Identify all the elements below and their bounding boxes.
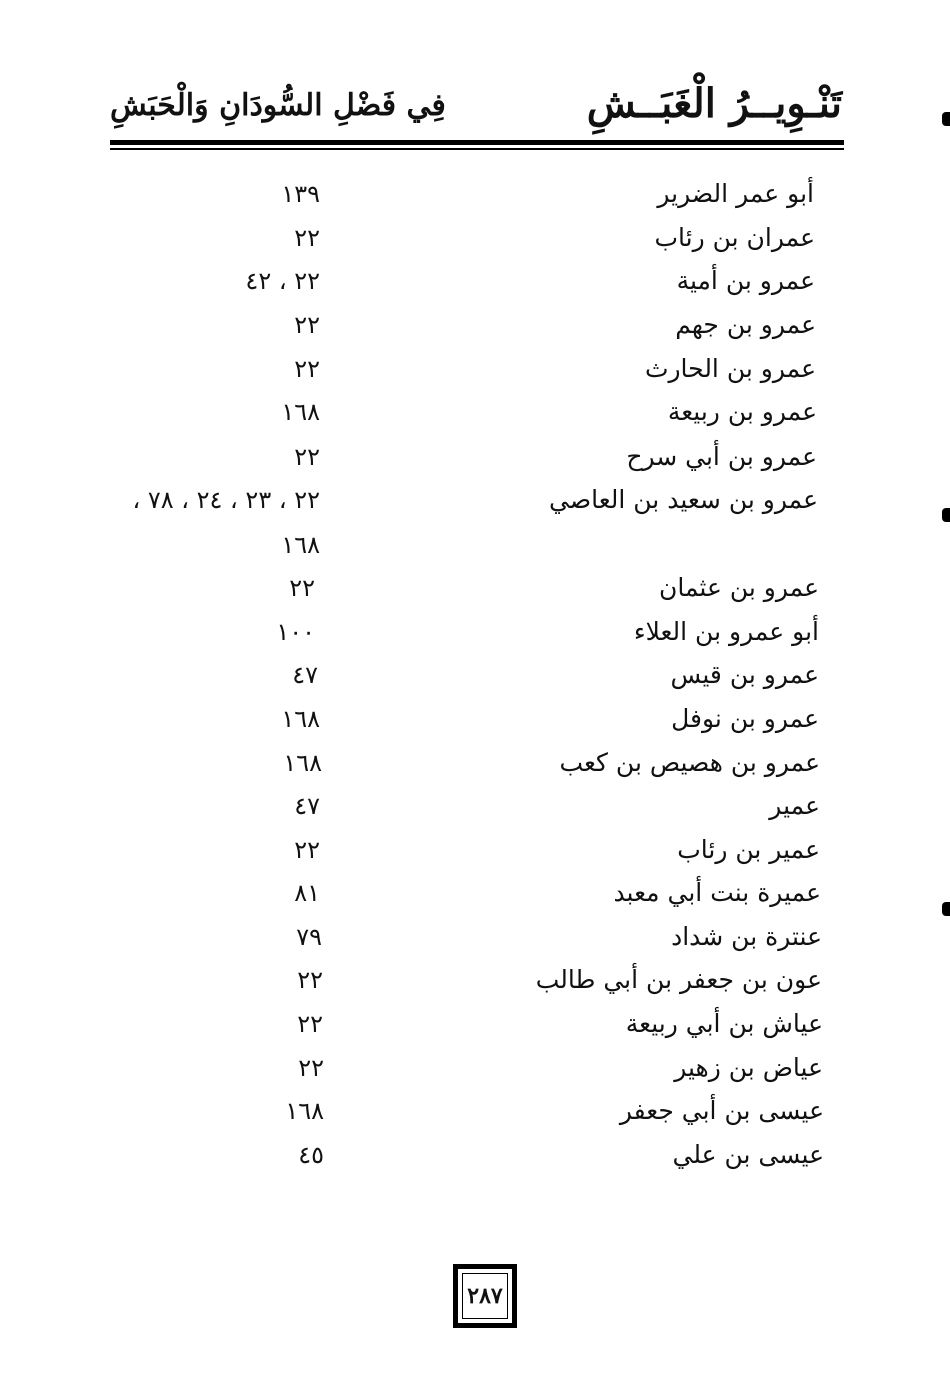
entry-pages: ٢٢ <box>289 574 315 602</box>
edge-mark <box>942 508 950 522</box>
entry-name: عمرو بن أبي سرح <box>626 442 817 471</box>
index-entry <box>0 697 950 741</box>
page-number: ٢٨٧ <box>462 1273 508 1319</box>
entry-name: أبو عمر الضرير <box>657 179 814 208</box>
entry-pages: ٧٩ <box>296 923 322 951</box>
entry-name: عيسى بن أبي جعفر <box>619 1096 824 1125</box>
index-entry <box>0 259 950 303</box>
index-entry <box>0 172 950 216</box>
entry-name: عمرو بن جهم <box>675 310 816 339</box>
entry-pages: ١٣٩ <box>281 180 320 208</box>
entry-pages: ٤٧ <box>292 661 318 689</box>
index-entry <box>0 1002 950 1046</box>
index-entry <box>0 741 950 785</box>
entry-pages: ١٦٨ <box>281 531 320 559</box>
index-entry <box>0 216 950 260</box>
entry-pages: ٢٢ <box>294 224 320 252</box>
index-entry <box>0 784 950 828</box>
index-entry <box>0 915 950 959</box>
entry-pages: ٢٢ <box>294 836 320 864</box>
entry-name: عمران بن رئاب <box>654 223 815 252</box>
entry-pages: ١٠٠ <box>276 618 315 646</box>
entry-pages: ١٦٨ <box>281 705 320 733</box>
entry-name: عمرو بن نوفل <box>671 704 819 733</box>
index-entry <box>0 303 950 347</box>
entry-pages: ٢٢ ، ٢٣ ، ٢٤ ، ٧٨ ، <box>132 486 320 514</box>
index-entry <box>0 610 950 654</box>
book-title: تَنْـوِيــرُ الْغَبَــشِ <box>586 80 842 127</box>
entry-pages: ٢٢ <box>294 355 320 383</box>
entry-name: أبو عمرو بن العلاء <box>633 617 819 646</box>
page-number-frame <box>453 1264 517 1328</box>
entry-name: عياض بن زهير <box>674 1053 823 1082</box>
entry-pages: ١٦٨ <box>285 1097 324 1125</box>
entry-pages: ٢٢ <box>298 1054 324 1082</box>
entry-name: عمرو بن الحارث <box>644 354 816 383</box>
entry-name: عياش بن أبي ربيعة <box>625 1009 823 1038</box>
entry-name: عمرو بن ربيعة <box>667 397 817 426</box>
entry-pages: ٢٢ <box>294 443 320 471</box>
entry-pages: ٢٢ <box>297 1010 323 1038</box>
entry-pages: ٢٢ <box>294 311 320 339</box>
index-entry <box>0 1089 950 1133</box>
index-entry <box>0 958 950 1002</box>
entry-name: عمرو بن هصيص بن كعب <box>559 748 820 777</box>
index-entry <box>0 478 950 522</box>
entry-name: عون بن جعفر بن أبي طالب <box>535 965 822 994</box>
entry-pages: ٨١ <box>294 879 320 907</box>
entry-name: عيسى بن علي <box>672 1140 824 1169</box>
index-entry <box>0 523 950 567</box>
entry-name: عنترة بن شداد <box>671 922 822 951</box>
index-entry <box>0 1046 950 1090</box>
edge-mark <box>942 902 950 916</box>
index-entry <box>0 828 950 872</box>
entry-pages: ٢٢ ، ٤٢ <box>245 267 320 295</box>
entry-name: عميرة بنت أبي معبد <box>613 878 821 907</box>
index-entry <box>0 653 950 697</box>
entry-name: عمرو بن سعيد بن العاصي <box>549 485 818 514</box>
entry-name: عمير <box>769 791 820 820</box>
entry-pages: ٢٢ <box>297 966 323 994</box>
entry-name: عمير بن رئاب <box>677 835 820 864</box>
entry-name: عمرو بن أمية <box>676 266 815 295</box>
book-subtitle: فِي فَضْلِ السُّودَانِ وَالْحَبَشِ <box>110 88 446 123</box>
index-entry <box>0 566 950 610</box>
entry-pages: ١٦٨ <box>281 398 320 426</box>
entry-name: عمرو بن قيس <box>670 660 819 689</box>
index-entry <box>0 390 950 434</box>
index-entry <box>0 871 950 915</box>
entry-pages: ٤٧ <box>294 792 320 820</box>
index-entry <box>0 1133 950 1177</box>
entry-pages: ١٦٨ <box>283 749 322 777</box>
entry-name: عمرو بن عثمان <box>658 573 819 602</box>
index-entry <box>0 435 950 479</box>
index-entry <box>0 347 950 391</box>
edge-mark <box>942 112 950 126</box>
entry-pages: ٤٥ <box>298 1141 324 1169</box>
